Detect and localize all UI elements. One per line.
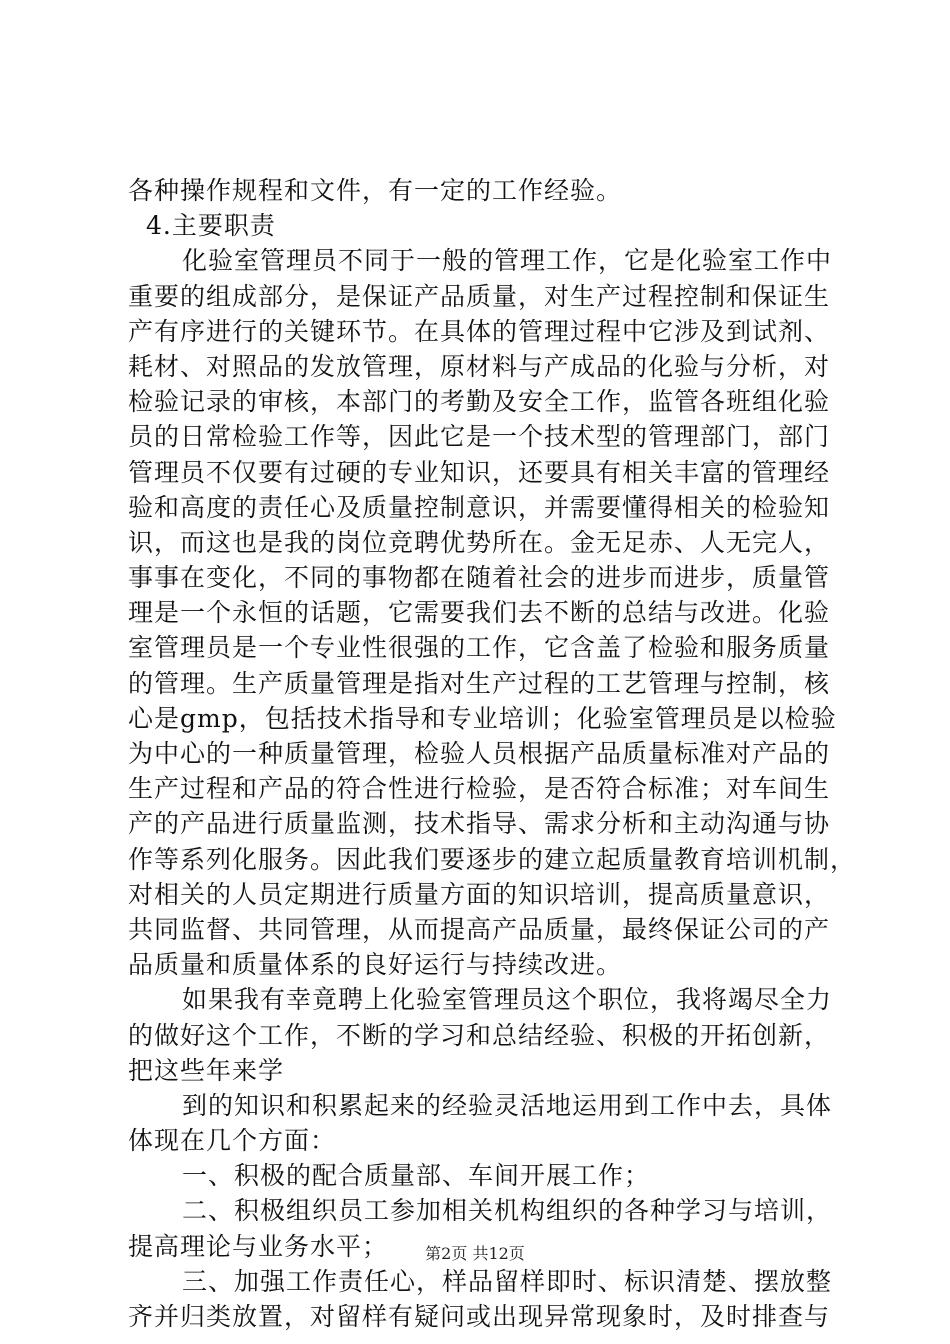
text-line: 体现在几个方面： [128, 1126, 337, 1156]
text-line: 为中心的一种质量管理，检验人员根据产品质量标准对产品的 [128, 739, 831, 768]
text-line: 的做好这个工作，不断的学习和总结经验、积极的开拓创新， [128, 1020, 831, 1050]
page-footer [0, 1244, 950, 1264]
text-line: 产有序进行的关键环节。在具体的管理过程中它涉及到试剂、 [128, 316, 831, 346]
text-line: 对相关的人员定期进行质量方面的知识培训，提高质量意识， [128, 879, 831, 909]
text-line: 重要的组成部分，是保证产品质量，对生产过程控制和保证生 [128, 281, 831, 311]
text-line: 齐并归类放置，对留样有疑问或出现异常现象时，及时排查与 [128, 1302, 831, 1331]
text-line: 共同监督、共同管理，从而提高产品质量，最终保证公司的产 [128, 914, 831, 944]
list-item: 二、积极组织员工参加相关机构组织的各种学习与培训， [182, 1196, 833, 1226]
text-line: 把这些年来学 [128, 1055, 285, 1085]
text-line: 识，而这也是我的岗位竞聘优势所在。金无足赤、人无完人， [128, 527, 831, 557]
text-line: 的管理。生产质量管理是指对生产过程的工艺管理与控制，核 [128, 668, 831, 698]
list-item: 三、加强工作责任心，样品留样即时、标识清楚、摆放整 [182, 1266, 833, 1296]
text-line: 耗材、对照品的发放管理，原材料与产成品的化验与分析，对 [128, 351, 831, 381]
text-line: 各种操作规程和文件，有一定的工作经验。 [128, 176, 623, 205]
text-line: 生产过程和产品的符合性进行检验，是否符合标准；对车间生 [128, 774, 831, 804]
text-line: 事事在变化，不同的事物都在随着社会的进步而进步，质量管 [128, 563, 831, 593]
text-line: 化验室管理员不同于一般的管理工作，它是化验室工作中 [182, 246, 833, 276]
text-line: 室管理员是一个专业性很强的工作，它含盖了检验和服务质量 [128, 633, 831, 663]
text-line: 心是gmp，包括技术指导和专业培训；化验室管理员是以检验 [128, 703, 837, 733]
section-heading: 4.主要职责 [146, 211, 276, 241]
text-line: 提高理论与业务水平； [128, 1231, 389, 1261]
page-number: 第2页 共12页 [425, 1244, 525, 1263]
body-text [128, 173, 857, 1334]
text-line: 检验记录的审核，本部门的考勤及安全工作，监管各班组化验 [128, 387, 831, 417]
text-line: 到的知识和积累起来的经验灵活地运用到工作中去，具体 [182, 1090, 833, 1120]
text-line: 管理员不仅要有过硬的专业知识，还要具有相关丰富的管理经 [128, 457, 831, 487]
text-line: 理是一个永恒的话题，它需要我们去不断的总结与改进。化验 [128, 598, 831, 628]
text-line: 验和高度的责任心及质量控制意识，并需要懂得相关的检验知 [128, 492, 831, 522]
text-line: 作等系列化服务。因此我们要逐步的建立起质量教育培训机制， [128, 844, 857, 874]
text-line: 如果我有幸竟聘上化验室管理员这个职位，我将竭尽全力 [182, 985, 833, 1015]
list-item: 一、积极的配合质量部、车间开展工作； [182, 1161, 651, 1191]
text-line: 员的日常检验工作等，因此它是一个技术型的管理部门，部门 [128, 422, 831, 452]
text-line: 产的产品进行质量监测，技术指导、需求分析和主动沟通与协 [128, 809, 831, 839]
text-line: 品质量和质量体系的良好运行与持续改进。 [128, 950, 623, 980]
